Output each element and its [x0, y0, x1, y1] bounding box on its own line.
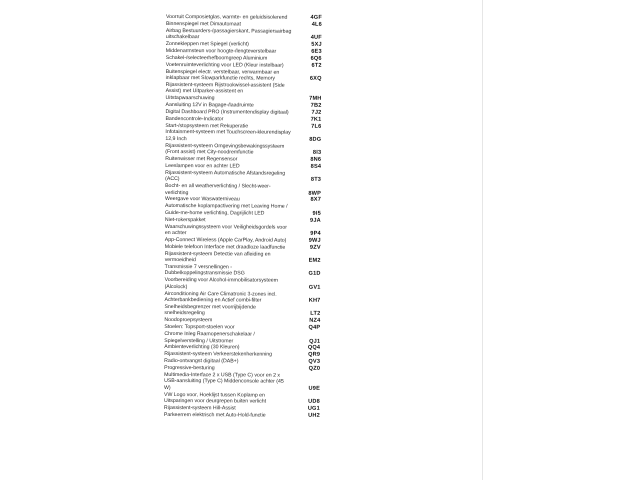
option-description: Parkeerrem elektrisch met Auto-Hold-functie — [163, 411, 266, 419]
option-code: 9P4 — [310, 230, 321, 237]
option-code: UH2 — [308, 412, 320, 419]
option-row — [166, 82, 322, 102]
option-description: Airconditioning Air Care Climatronic 3-zones incl. Achterbankbediening en Actief combi-filter — [164, 290, 277, 304]
option-description: Airbag Bestuurders-/passagierskant, Passagiersairbag uitschakelbaar — [165, 27, 292, 41]
option-code: QQ4 — [307, 345, 321, 352]
option-code: 4GF — [310, 14, 322, 21]
option-description: Voorbereiding voor Alcohol-immobilisatorsysteem (Alcolock) — [164, 277, 278, 290]
option-description: Transmissie 7 versnellingen - Dubbelkoppelingstransmissie DSG — [164, 264, 245, 277]
option-code: 8S4 — [310, 163, 322, 170]
option-description: Automatische koplampactivering met Leaving Home / Guide-me-home verlichting, Dagrijlicht LED — [164, 203, 288, 217]
option-row — [165, 264, 321, 278]
option-description: Binnenspiegel met Dimautomaat — [165, 20, 241, 28]
option-row — [166, 69, 322, 83]
option-description: Waarschuwingssysteem voor Veiligheidsgordels voor en achter — [164, 223, 287, 237]
option-code: QZ0 — [308, 365, 321, 372]
option-code: 9I5 — [312, 210, 321, 217]
option-code: Q4P — [308, 324, 321, 331]
option-description: Voorruit Composietglas, warmte- en geluidsisolerend — [165, 14, 288, 21]
option-code: LT2 — [310, 311, 321, 318]
option-row — [164, 291, 320, 305]
option-description: Ruitenwisser met Regensensor — [165, 156, 238, 163]
option-code: QR9 — [308, 352, 321, 359]
option-description: Rijassistent-systeem Hill-Assist — [163, 405, 236, 412]
option-row — [164, 392, 320, 406]
option-row — [165, 170, 321, 184]
option-description: Bocht- en all weatherverlichting / Slecht-weer-verlichting — [165, 183, 271, 196]
option-code: 8I3 — [312, 149, 322, 156]
option-description: Stoelen: Topsport-stoelen voor — [164, 324, 235, 331]
option-description: Start-/stopsysteem met Rekuperatie — [165, 122, 249, 129]
option-code: 6XQ — [309, 75, 322, 82]
option-description: Voetenruimteverlichting voor LED (Kleur instelbaar) — [165, 61, 284, 69]
option-code: 8X7 — [310, 197, 322, 204]
option-description: Schakel-/selecteerhefboomgreep Aluminium — [165, 54, 268, 62]
option-row — [165, 224, 321, 238]
option-code: 8T3 — [310, 177, 322, 184]
option-row — [164, 372, 320, 392]
option-row — [165, 183, 321, 197]
option-description: Rijassistent-systeem Omgevingsbewakingssysteem (Front assist) met City-noodremfunctie — [165, 142, 285, 156]
option-description: Multimedia-Interface 2 x USB (Type C) voor en 2 x USB-aansluiting (Type C) Middenconsole achter (45 W) — [164, 372, 284, 391]
option-description: Middenarmsteun voor hoogte-/lengteverstelbaar — [165, 48, 277, 55]
option-code: EM2 — [308, 257, 321, 264]
option-row — [164, 304, 320, 318]
option-description: Rijassistent-systeem Rijstrookwissel-assistent (Side Assist) met Uitparker-assistent en Uitstapwaarschuwing — [165, 82, 285, 102]
option-code: U9E — [308, 385, 321, 392]
option-code: GV1 — [308, 284, 321, 291]
option-code: 9WJ — [308, 237, 321, 244]
option-code: UG1 — [307, 405, 320, 412]
option-code: 7B2 — [310, 102, 322, 109]
option-code: 6E3 — [311, 48, 322, 55]
option-code: G1D — [308, 271, 321, 278]
option-row — [164, 412, 320, 419]
option-description: Rijassistent-systeem Verkeerstekenherkenning — [164, 351, 273, 358]
option-description: Mobiele telefoon Interface met draadloze laadfunctie — [164, 243, 286, 251]
option-row — [164, 331, 320, 345]
option-description: Rijassistent-systeem Detectie van afleiding en vermoeidheid — [164, 250, 271, 264]
option-code: 7L6 — [311, 123, 322, 130]
option-code: NZ4 — [309, 318, 321, 325]
option-row — [165, 203, 321, 217]
options-list — [164, 14, 322, 420]
option-description: VW Logo voor, Hoeklijst tussen Koplamp en Uitsparingen voor deurgrepen buiten verlicht — [163, 391, 267, 405]
option-code: 9ZV — [309, 244, 321, 251]
option-code: 4UF — [310, 34, 322, 42]
option-code: 4L6 — [311, 21, 322, 28]
option-description: Leeslampen voor en achter LED — [165, 162, 240, 170]
option-description: Zonnekleppen met Spiegel (verlicht) — [165, 41, 249, 48]
option-row — [165, 251, 321, 265]
option-description: Radio-ontvangst digitaal (DAB+) — [164, 358, 239, 365]
option-row — [166, 28, 322, 42]
option-code: 6T2 — [311, 62, 322, 69]
option-code: 8DG — [309, 136, 322, 143]
option-description: Chrome Inleg Raamopenerschakelaar / Spiegelverstelling / Uitstromer — [164, 331, 255, 344]
option-code: 5XJ — [311, 41, 322, 48]
option-code: 7K1 — [310, 116, 322, 123]
option-code: 6Q6 — [310, 55, 322, 62]
option-description: Snelheidsbegrenzer met voorrijbijdende snelheidsregeling — [164, 303, 256, 317]
option-code: 8WP — [308, 190, 322, 197]
option-description: App-Connect Wireless (Apple CarPlay, Android Auto) — [164, 236, 287, 244]
option-description: Bandencontrole-Indicator — [165, 115, 224, 122]
option-code: 7J2 — [311, 109, 322, 116]
option-description: Noodoproepsysteem — [164, 317, 213, 324]
option-description: Digital Dashboard PRO (Instrumentendisplay digitaal) — [165, 108, 289, 116]
option-description: Rijassistent-systeem Automatische Afstandsregeling (ACC) — [165, 169, 286, 183]
option-row — [165, 129, 321, 143]
option-code: 9JA — [310, 217, 321, 224]
option-description: Ambienteverlichting (30 Kleuren) — [164, 344, 240, 351]
option-description: Niet-rokerspakket — [164, 216, 206, 223]
option-row — [165, 143, 321, 157]
option-description: Buitenspiegel electr. verstelbaar, verwarmbaar en inklapbaar met Slowparkfunctie rechts, Memory — [165, 68, 280, 82]
option-description: Weergave voor Waswaterniveau — [165, 196, 240, 203]
option-description: Aansluiting 12V in Bagage-/laadruimte — [165, 101, 254, 109]
option-code: KH7 — [308, 297, 321, 304]
option-code: QJ1 — [309, 338, 321, 345]
option-description: Progressive-besturing — [164, 365, 215, 372]
option-code: 7MH — [309, 95, 322, 102]
option-code: QV3 — [308, 358, 321, 366]
option-row — [165, 277, 321, 291]
option-code: 8N6 — [310, 156, 322, 163]
page-edge — [482, 0, 483, 480]
option-description: Infotainment-systeem met Touchscreen-kleurendisplay 12,9 Inch — [165, 129, 291, 142]
option-code: UD8 — [308, 398, 320, 405]
